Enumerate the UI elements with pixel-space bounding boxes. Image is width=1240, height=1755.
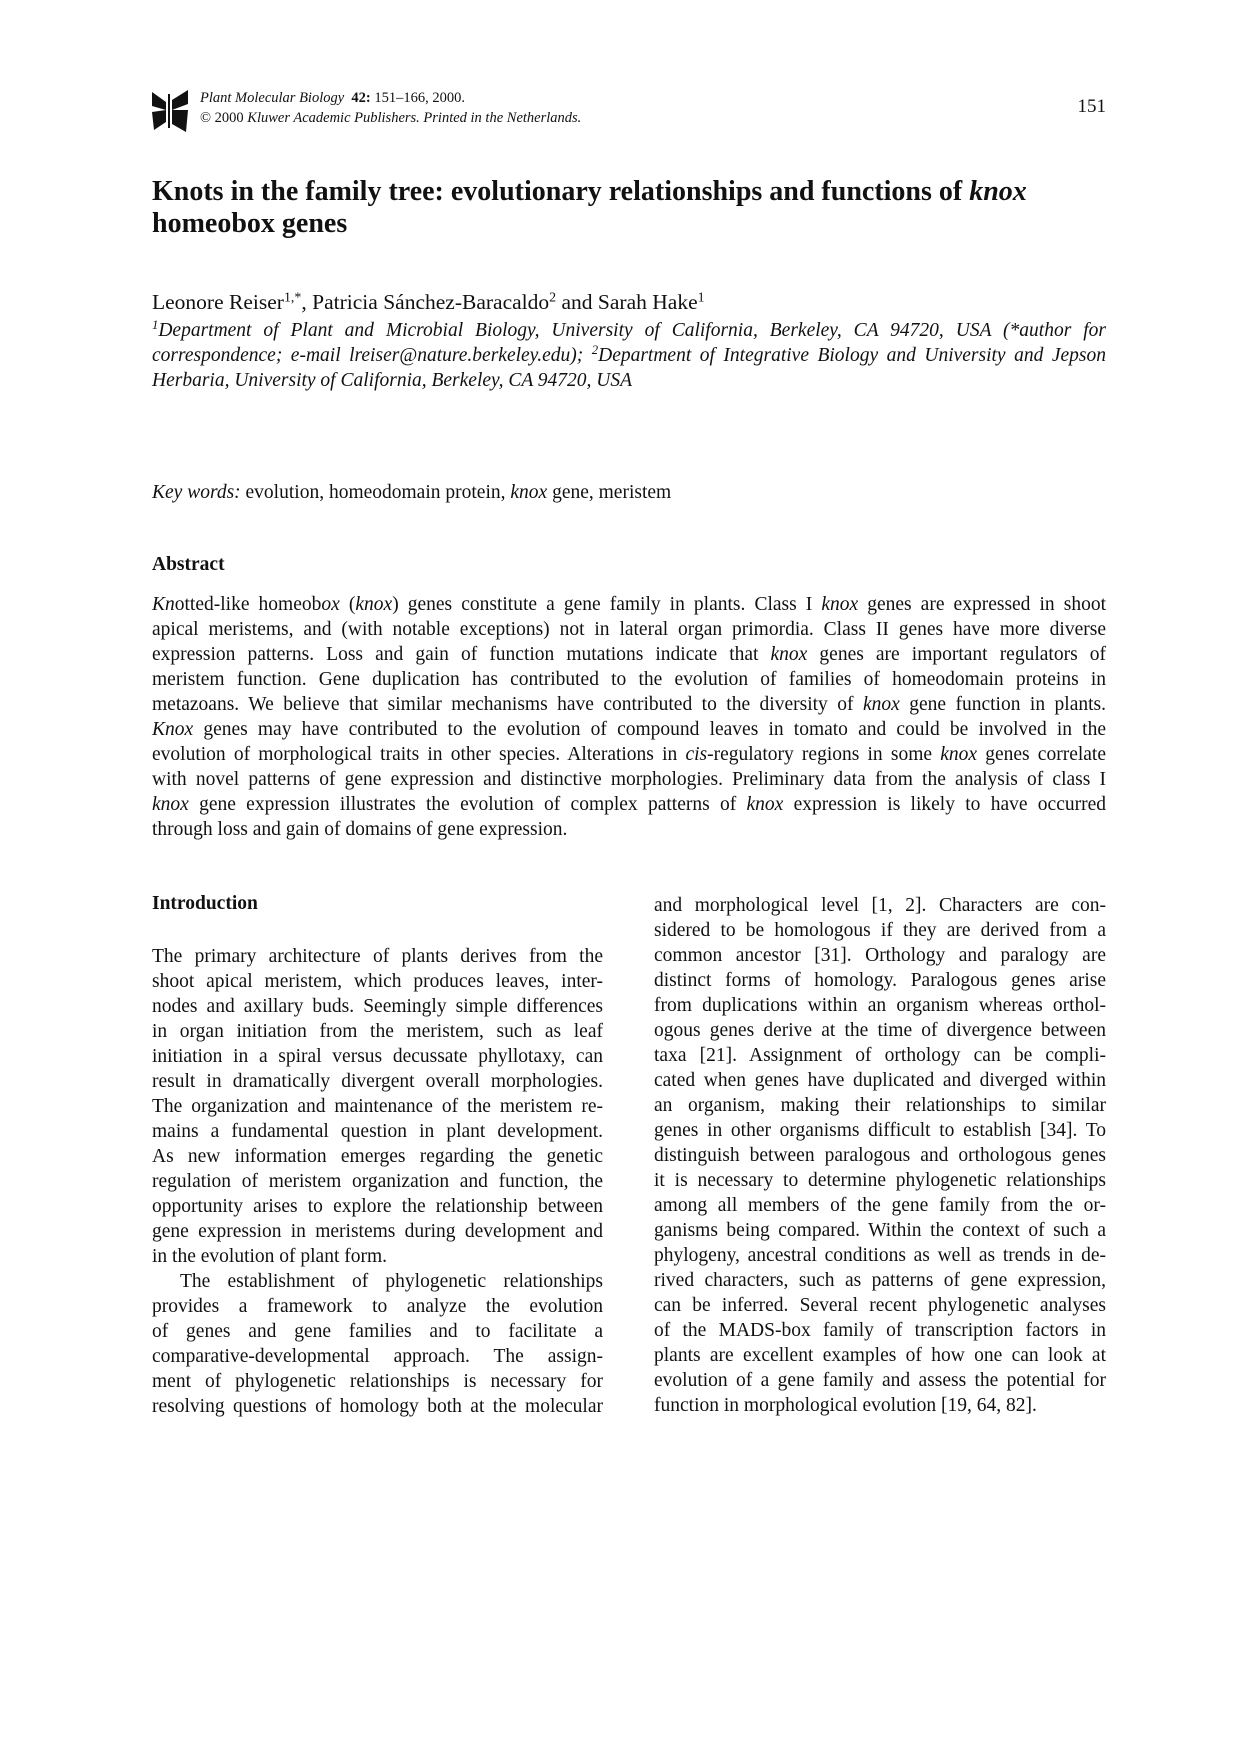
affiliations	[152, 318, 1106, 393]
keywords-text: evolution, homeodomain protein,	[240, 482, 511, 503]
author-affil-sup: 1	[697, 290, 705, 306]
text-run: As new information emerges regarding the genetic	[152, 1146, 603, 1167]
italic-run: knox	[770, 644, 808, 665]
journal-header	[200, 88, 581, 128]
text-line	[152, 1169, 603, 1194]
text-run: shoot apical meristem, which produces leaves, inter-	[152, 971, 603, 992]
title-text: Knots in the family tree: evolutionary relationships and functions of	[152, 176, 970, 207]
text-run: ) genes constitute a gene family in plants. Class I	[392, 594, 822, 615]
text-line	[152, 1369, 603, 1394]
paper-title	[152, 176, 1112, 240]
pages-year: 151–166, 2000.	[370, 90, 466, 106]
italic-run: knox	[940, 744, 978, 765]
text-run: result in dramatically divergent overall morphologies.	[152, 1071, 603, 1092]
author-name: Leonore Reiser	[152, 290, 284, 314]
keywords-label: Key words:	[152, 482, 241, 503]
italic-run: Kn	[152, 594, 175, 615]
text-run: expression patterns. Loss and gain of function mutations indicate that	[152, 644, 771, 665]
text-line	[654, 1368, 1106, 1393]
author-separator: ,	[301, 290, 313, 314]
text-line	[654, 1093, 1106, 1118]
abstract-body	[152, 592, 1106, 842]
text-line	[152, 1044, 603, 1069]
text-run: of the MADS-box family of transcription factors in	[654, 1320, 1106, 1341]
text-line	[654, 1243, 1106, 1268]
text-run: can be inferred. Several recent phylogenetic analyses	[654, 1295, 1106, 1316]
text-run: through loss and gain of domains of gene expression.	[152, 819, 568, 840]
text-run: metazoans. We believe that similar mechanisms have contributed to the diversity of	[152, 694, 863, 715]
text-line	[654, 1068, 1106, 1093]
text-run: genes correlate	[977, 744, 1106, 765]
text-run: among all members of the gene family from the or-	[654, 1195, 1106, 1216]
text-line	[654, 1318, 1106, 1343]
italic-run: knox	[355, 594, 393, 615]
text-line	[152, 969, 603, 994]
author-name: Sarah Hake	[597, 290, 698, 314]
text-line	[654, 1293, 1106, 1318]
text-run: genes may have contributed to the evolution of compound leaves in tomato and could be involved in the	[193, 719, 1106, 740]
text-line	[152, 1219, 603, 1244]
journal-name: Plant Molecular Biology	[200, 90, 345, 106]
text-line	[654, 918, 1106, 943]
text-line	[152, 1069, 603, 1094]
text-line	[654, 1168, 1106, 1193]
text-run: ment of phylogenetic relationships is necessary for	[152, 1371, 603, 1392]
italic-run: knox	[862, 694, 900, 715]
text-run: and morphological level [1, 2]. Characters are con-	[654, 895, 1106, 916]
copyright-line	[200, 108, 581, 128]
text-run: an organism, making their relationships to similar	[654, 1095, 1106, 1116]
text-run: common ancestor [31]. Orthology and paralogy are	[654, 945, 1106, 966]
text-run: from duplications within an organism whereas orthol-	[654, 995, 1106, 1016]
italic-run: knox	[821, 594, 859, 615]
citation-line	[200, 88, 581, 108]
keywords	[152, 482, 671, 504]
text-run: gene expression illustrates the evolution of complex patterns of	[188, 794, 747, 815]
affiliation-1: Department of Plant and Microbial Biology, University of California, Berkeley, CA 94720, USA (*author for correspondence; e-mail lreiser@nature.berkeley.edu);	[152, 320, 1106, 366]
text-run: distinguish between paralogous and orthologous genes	[654, 1145, 1106, 1166]
text-line	[152, 642, 1106, 667]
text-run: genes are expressed in shoot	[858, 594, 1106, 615]
title-line2: homeobox genes	[152, 208, 348, 239]
text-line	[152, 944, 603, 969]
text-run: in organ initiation from the meristem, such as leaf	[152, 1021, 603, 1042]
author-separator: and	[556, 290, 598, 314]
publisher: Kluwer Academic Publishers. Printed in the Netherlands.	[247, 110, 582, 126]
text-run: -regulatory regions in some	[707, 744, 941, 765]
text-run: genes are important regulators of	[807, 644, 1106, 665]
text-run: expression is likely to have occurred	[783, 794, 1106, 815]
text-run: evolution of a gene family and assess the potential for	[654, 1370, 1106, 1391]
text-line	[152, 1244, 603, 1269]
introduction-heading: Introduction	[152, 893, 258, 914]
affiliation-2: Department of Integrative Biology and University and Jepson Herbaria, University of California, Berkeley, CA 94720, USA	[152, 345, 1106, 391]
text-line	[654, 1193, 1106, 1218]
text-run: taxa [21]. Assignment of orthology can be compli-	[654, 1045, 1106, 1066]
text-line	[654, 943, 1106, 968]
text-line	[152, 1394, 603, 1419]
text-run: apical meristems, and (with notable exceptions) not in lateral organ primordia. Class II genes have more diverse	[152, 619, 1106, 640]
copyright-year: 2000	[211, 110, 248, 126]
text-run: opportunity arises to explore the relationship between	[152, 1196, 603, 1217]
text-run: comparative-developmental approach. The assign-	[152, 1346, 603, 1367]
text-run: it is necessary to determine phylogenetic relationships	[654, 1170, 1106, 1191]
text-line	[152, 667, 1106, 692]
text-line	[654, 1043, 1106, 1068]
text-line	[152, 1344, 603, 1369]
text-run: meristem function. Gene duplication has contributed to the evolution of families of homeodomain proteins in	[152, 669, 1106, 690]
text-line	[654, 1268, 1106, 1293]
publisher-logo-icon	[150, 88, 190, 132]
text-run: otted-like homeob	[174, 594, 322, 615]
intro-left-column	[152, 944, 603, 1419]
italic-run: cis	[685, 744, 708, 765]
author-affil-sup: 1,*	[283, 290, 302, 306]
text-run: provides a framework to analyze the evolution	[152, 1296, 603, 1317]
volume: 42:	[351, 90, 371, 106]
text-line	[152, 1294, 603, 1319]
text-line	[152, 1119, 603, 1144]
text-line	[152, 692, 1106, 717]
text-line	[152, 1194, 603, 1219]
text-line	[654, 993, 1106, 1018]
text-run: gene expression in meristems during development and	[152, 1221, 603, 1242]
text-run: The establishment of phylogenetic relationships	[180, 1271, 603, 1292]
text-run: phylogeny, ancestral conditions as well as trends in de-	[654, 1245, 1106, 1266]
text-run: The organization and maintenance of the meristem re-	[152, 1096, 603, 1117]
text-run: gene function in plants.	[899, 694, 1106, 715]
title-italic: knox	[969, 176, 1027, 207]
author-name: Patricia Sánchez-Baracaldo	[312, 290, 550, 314]
text-line	[654, 968, 1106, 993]
text-line	[152, 717, 1106, 742]
abstract-heading: Abstract	[152, 554, 225, 575]
text-line	[152, 767, 1106, 792]
text-line	[152, 1144, 603, 1169]
keywords-text: gene, meristem	[547, 482, 672, 503]
text-run: genes in other organisms difficult to establish [34]. To	[654, 1120, 1106, 1141]
page-number: 151	[1077, 96, 1106, 117]
text-line	[654, 893, 1106, 918]
italic-run: knox	[746, 794, 784, 815]
text-line	[152, 617, 1106, 642]
keywords-italic: knox	[510, 482, 548, 503]
text-line	[654, 1218, 1106, 1243]
text-run: initiation in a spiral versus decussate phyllotaxy, can	[152, 1046, 603, 1067]
italic-run: knox	[152, 794, 189, 815]
copyright-symbol: ©	[200, 110, 212, 126]
affil-sup: 2	[591, 343, 599, 358]
text-line	[654, 1343, 1106, 1368]
text-line	[654, 1393, 1106, 1418]
text-run: cated when genes have duplicated and diverged within	[654, 1070, 1106, 1091]
text-line	[152, 994, 603, 1019]
text-run: ganisms being compared. Within the context of such a	[654, 1220, 1106, 1241]
text-run: distinct forms of homology. Paralogous genes arise	[654, 970, 1106, 991]
text-run: rived characters, such as patterns of gene expression,	[654, 1270, 1106, 1291]
text-run: sidered to be homologous if they are derived from a	[654, 920, 1106, 941]
text-line	[654, 1118, 1106, 1143]
text-run: ogous genes derive at the time of divergence between	[654, 1020, 1106, 1041]
text-run: function in morphological evolution [19, 64, 82].	[654, 1395, 1037, 1416]
text-run: (	[339, 594, 356, 615]
italic-run: Knox	[152, 719, 194, 740]
text-line	[152, 592, 1106, 617]
text-line	[152, 817, 1106, 842]
text-run: in the evolution of plant form.	[152, 1246, 388, 1267]
text-line	[152, 742, 1106, 767]
author-affil-sup: 2	[549, 290, 557, 306]
text-run: of genes and gene families and to facilitate a	[152, 1321, 603, 1342]
text-run: mains a fundamental question in plant development.	[152, 1121, 603, 1142]
text-run: nodes and axillary buds. Seemingly simple differences	[152, 996, 603, 1017]
text-run: with novel patterns of gene expression and distinctive morphologies. Preliminary data from the analysis of class I	[152, 769, 1106, 790]
text-run: The primary architecture of plants derives from the	[152, 946, 603, 967]
author-list	[152, 290, 705, 315]
text-line	[152, 1269, 603, 1294]
text-line	[152, 1319, 603, 1344]
text-run: regulation of meristem organization and function, the	[152, 1171, 603, 1192]
text-line	[152, 1019, 603, 1044]
text-line	[654, 1143, 1106, 1168]
affil-sup: 1	[152, 318, 159, 333]
italic-run: ox	[321, 594, 340, 615]
intro-right-column	[654, 893, 1106, 1418]
text-run: evolution of morphological traits in other species. Alterations in	[152, 744, 686, 765]
text-line	[152, 1094, 603, 1119]
text-line	[152, 792, 1106, 817]
text-run: plants are excellent examples of how one can look at	[654, 1345, 1106, 1366]
text-line	[654, 1018, 1106, 1043]
text-run: resolving questions of homology both at the molecular	[152, 1396, 603, 1417]
